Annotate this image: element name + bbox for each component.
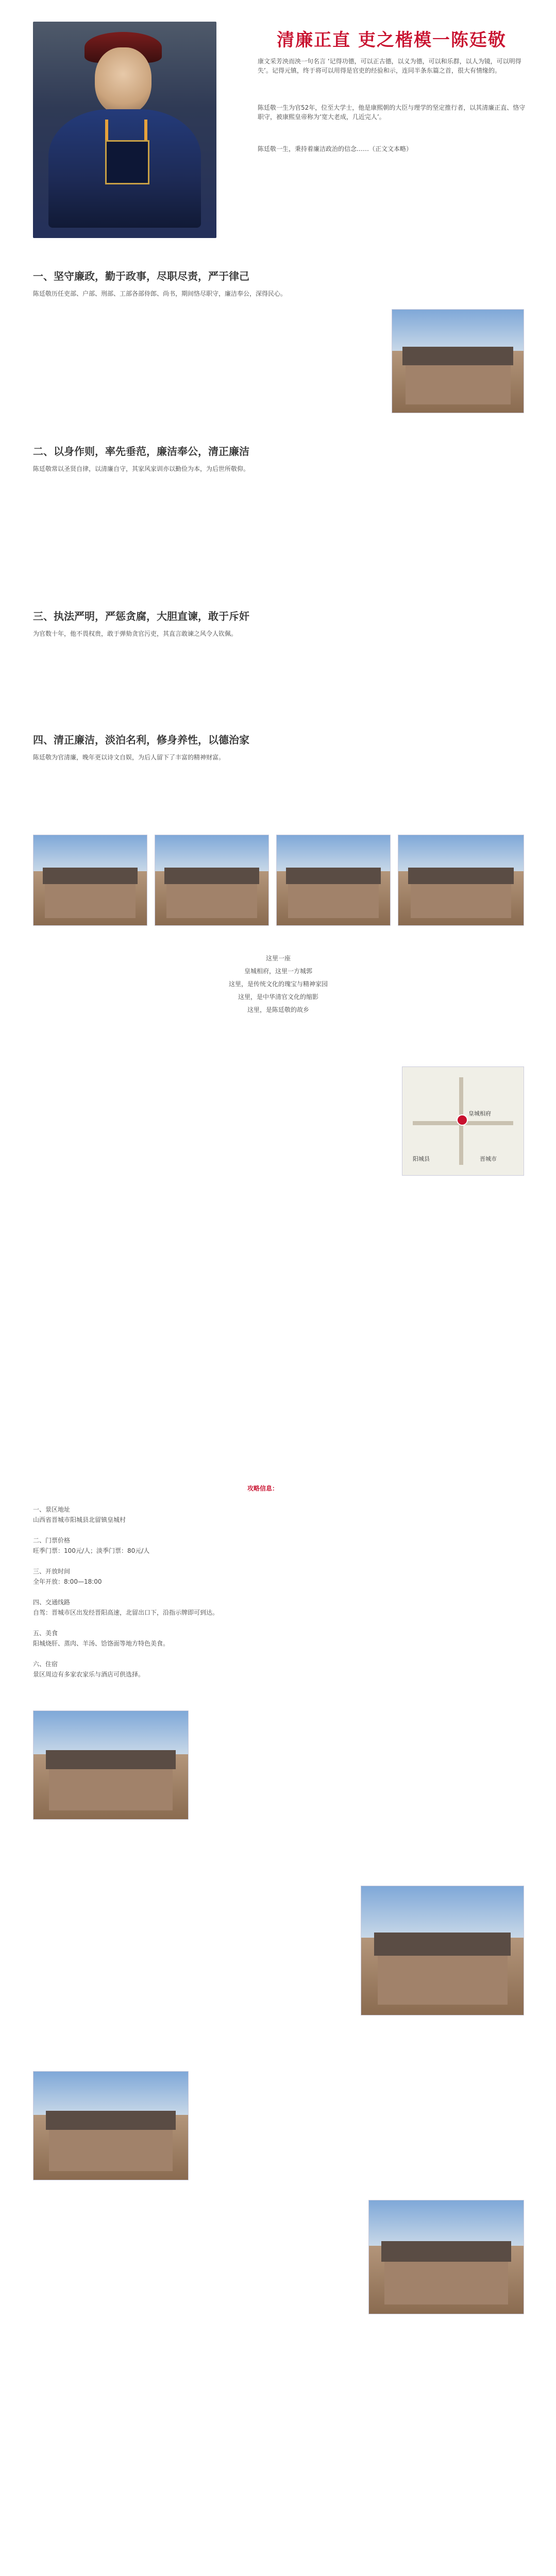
travel-title: 攻略信息： <box>247 1485 279 1492</box>
intro-paragraph-1: 康文采芳泱而泱一句名言 ‘记得功德，可以正古德，以义为德，可以和乐群，以人为镜，可以明得失’。记得元镇，终于将可以用得是官吏的经验和示，连同半条东篇之首，很大有情缘的。 <box>258 58 521 74</box>
travel-address-label: 一、景区地址 <box>33 1506 71 1513</box>
page-title: 清廉正直 吏之楷模一陈廷敬 <box>277 30 507 50</box>
photo-8 <box>368 2200 524 2314</box>
travel-food: 阳城烧肝、蒸肉、羊汤、饸饹面等地方特色美食。 <box>33 1640 170 1647</box>
section-4-text: 陈廷敬为官清廉，晚年更以诗文自娱，为后人留下了丰富的精神财富。 <box>33 754 225 761</box>
poem-line-5: 这里，是陈廷敬的故乡 <box>247 1006 309 1013</box>
section-1-title: 一、坚守廉政，勤于政事，尽职尽责，严于律己 <box>33 270 249 282</box>
face <box>95 47 151 114</box>
section-1-text: 陈廷敬历任吏部、户部、刑部、工部各部侍郎、尚书，期间恪尽职守，廉洁奉公，深得民心。 <box>33 290 287 297</box>
section-3-title: 三、执法严明，严惩贪腐，大胆直谏，敢于斥奸 <box>33 610 249 622</box>
map-label-2: 阳城县 <box>413 1156 430 1162</box>
photo-6 <box>361 1886 524 2015</box>
intro-paragraph-3: 陈廷敬一生，秉持着廉洁政治的信念……（正文文本略） <box>258 145 413 152</box>
section-4-title: 四、清正廉洁，淡泊名利，修身养性，以德治家 <box>33 734 249 746</box>
photo-2 <box>155 835 269 926</box>
map-label-1: 皇城相府 <box>468 1110 491 1117</box>
photo-7 <box>33 2071 189 2180</box>
section-3-text: 为官数十年，他不畏权贵，敢于弹劾贪官污吏，其直言敢谏之风令人钦佩。 <box>33 630 238 637</box>
poem-line-3: 这里，是传统文化的瑰宝与精神家园 <box>228 980 328 988</box>
intro-paragraph-2: 陈廷敬一生为官52年，位至大学士，他是康熙朝的大臣与理学的坚定推行者，以其清廉正直、恪守职守，被康熙皇帝称为‘宽大老成，几近完人’。 <box>258 104 526 121</box>
location-pin-icon <box>457 1114 468 1126</box>
travel-open: 全年开放：8:00—18:00 <box>33 1578 102 1585</box>
map-label-3: 晋城市 <box>480 1156 497 1162</box>
mandarin-square <box>105 140 149 184</box>
section-2-title: 二、以身作则，率先垂范，廉洁奉公，清正廉洁 <box>33 445 249 457</box>
travel-route: 自驾：晋城市区出发经晋阳高速，北留出口下，沿指示牌即可到达。 <box>33 1609 219 1616</box>
photo-5 <box>33 1710 189 1820</box>
travel-food-label: 五、美食 <box>33 1630 58 1637</box>
photo-4 <box>398 835 524 926</box>
photo-1 <box>33 835 147 926</box>
map <box>402 1066 524 1176</box>
travel-ticket: 旺季门票：100元/人；淡季门票：80元/人 <box>33 1547 150 1554</box>
travel-stay: 景区周边有多家农家乐与酒店可供选择。 <box>33 1671 145 1678</box>
portrait-image <box>33 22 216 238</box>
section-2-text: 陈廷敬常以圣贤自律，以清廉自守，其家风家训亦以勤俭为本，为后世所敬仰。 <box>33 465 250 472</box>
travel-open-label: 三、开放时间 <box>33 1568 71 1575</box>
travel-ticket-label: 二、门票价格 <box>33 1537 71 1544</box>
travel-route-label: 四、交通线路 <box>33 1599 71 1606</box>
travel-address: 山西省晋城市阳城县北留镇皇城村 <box>33 1516 126 1523</box>
header <box>0 0 556 247</box>
poem-line-1: 这里一座 <box>265 955 291 962</box>
photo-3 <box>276 835 391 926</box>
poem-line-2: 皇城相府，这里一方城郭 <box>244 968 312 975</box>
poem-line-4: 这里，是中华清官文化的缩影 <box>238 993 318 1001</box>
travel-stay-label: 六、住宿 <box>33 1660 58 1668</box>
building-image <box>392 309 524 413</box>
